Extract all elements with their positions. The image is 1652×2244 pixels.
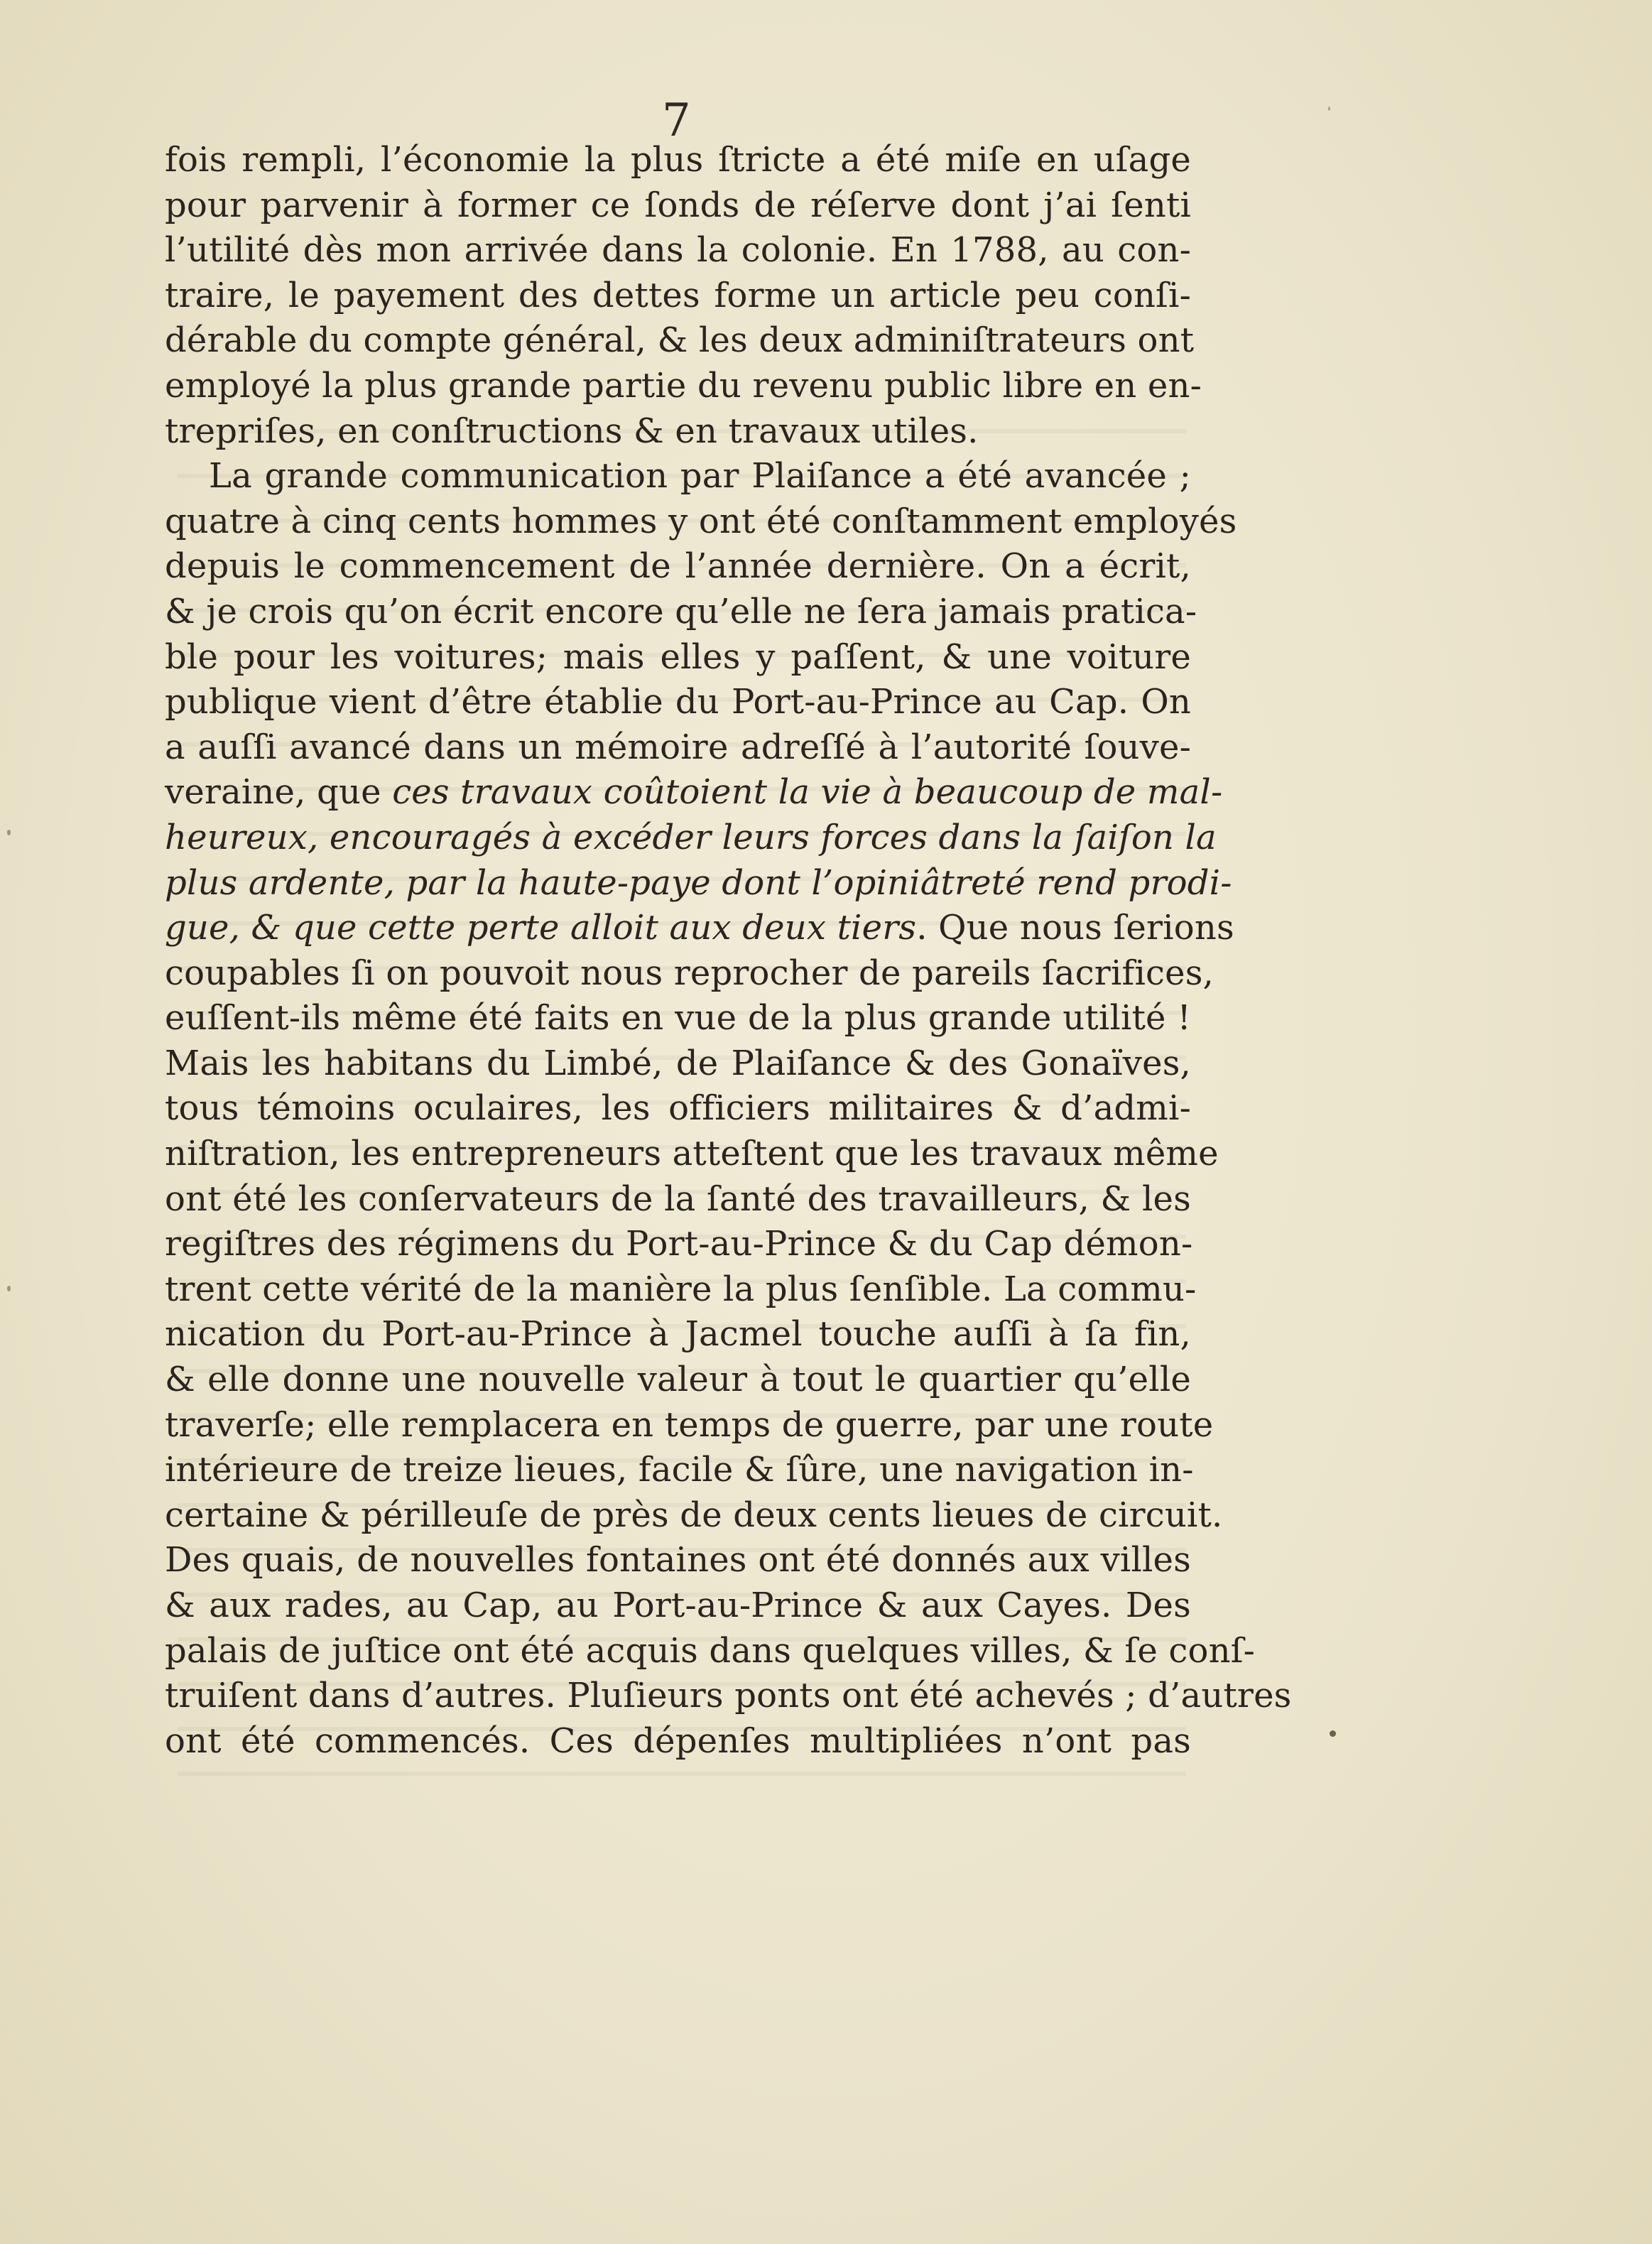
text-line: Mais les habitans du Limbé, de Plaiſance & des Gonaïves, xyxy=(165,1043,1191,1083)
text-line: publique vient d’être établie du Port-au-Prince au Cap. On xyxy=(165,682,1191,722)
text-line: coupables ſi on pouvoit nous reprocher de pareils ſacrifices, xyxy=(165,953,1214,993)
text-line: nication du Port-au-Prince à Jacmel touche auſſi à ſa fin, xyxy=(165,1314,1191,1355)
text-line: depuis le commencement de l’année dernière. On a écrit, xyxy=(165,546,1191,587)
text-line: truiſent dans d’autres. Pluſieurs ponts ont été achevés ; d’autres xyxy=(165,1676,1292,1716)
paragraph-start-line: La grande communication par Plaiſance a été avancée ; xyxy=(209,456,1191,497)
text-line: & je crois qu’on écrit encore qu’elle ne ſera jamais pratica- xyxy=(165,591,1197,632)
text-line: ont été les conſervateurs de la ſanté des travailleurs, & les xyxy=(165,1178,1191,1219)
text-line: regiſtres des régimens du Port-au-Prince & du Cap démon- xyxy=(165,1224,1193,1264)
body-text xyxy=(165,138,1292,1764)
text-line: certaine & périlleuſe de près de deux cents lieues de circuit. xyxy=(165,1495,1223,1535)
text-line: a auſſi avancé dans un mémoire adreſſé à l’autorité ſouve- xyxy=(165,727,1191,767)
text-line: ont été commencés. Ces dépenſes multipliées n’ont pas xyxy=(165,1720,1191,1761)
text-line: & elle donne une nouvelle valeur à tout le quartier qu’elle xyxy=(165,1360,1191,1400)
text-line: palais de juſtice ont été acquis dans quelques villes, & ſe conſ- xyxy=(165,1630,1256,1671)
text-line: trent cette vérité de la manière la plus ſenſible. La commu- xyxy=(165,1269,1197,1309)
text-line: traverſe; elle remplacera en temps de guerre, par une route xyxy=(165,1404,1214,1445)
text-line: & aux rades, au Cap, au Port-au-Prince & aux Cayes. Des xyxy=(165,1586,1191,1625)
text-line: employé la plus grande partie du revenu public libre en en- xyxy=(165,365,1202,406)
italic-quote: gue, & que cette perte alloit aux deux tiers xyxy=(165,908,917,948)
text-line: Des quais, de nouvelles fontaines ont été donnés aux villes xyxy=(165,1540,1191,1581)
italic-quote: plus ardente, par la haute-paye dont l’opiniâtreté rend prodi- xyxy=(165,862,1232,903)
text-line: gue, & que cette perte alloit aux deux tiers. Que nous ſerions xyxy=(165,908,1234,948)
paragraph-end-line: trepriſes, en conſtructions & en travaux utiles. xyxy=(165,411,979,451)
text-line: tous témoins oculaires, les officiers militaires & d’admi- xyxy=(165,1088,1191,1129)
text-line: intérieure de treize lieues, facile & ſûre, une navigation in- xyxy=(165,1450,1194,1490)
ink-speck xyxy=(1328,107,1330,111)
ink-speck xyxy=(7,1286,11,1291)
text-line xyxy=(165,815,1217,861)
italic-quote: heureux, encouragés à excéder leurs forces dans la ſaiſon la xyxy=(165,817,1217,857)
text-line: traire, le payement des dettes forme un article peu conſi- xyxy=(165,275,1191,315)
page-number: 7 xyxy=(662,94,691,147)
text-line: veraine, que ces travaux coûtoient la vie à beaucoup de mal- xyxy=(165,772,1223,813)
text-line: l’utilité dès mon arrivée dans la colonie. En 1788, au con- xyxy=(165,230,1191,271)
ink-speck xyxy=(1330,1730,1336,1737)
text-line: dérable du compte général, & les deux adminiſtrateurs ont xyxy=(165,320,1195,361)
ink-speck xyxy=(7,830,11,835)
text-line: fois rempli, l’économie la plus ſtricte a été miſe en uſage xyxy=(165,140,1191,180)
text-line: quatre à cinq cents hommes y ont été conſtamment employés xyxy=(165,501,1237,541)
text-line: ble pour les voitures; mais elles y paſſent, & une voiture xyxy=(165,636,1191,677)
italic-quote: ces travaux coûtoient la vie à beaucoup de mal- xyxy=(392,772,1223,813)
text-line: euſſent-ils même été faits en vue de la plus grande utilité ! xyxy=(165,998,1191,1039)
text-line: niſtration, les entrepreneurs atteſtent que les travaux même xyxy=(165,1134,1219,1174)
text-line: pour parvenir à former ce ſonds de réſerve dont j’ai ſenti xyxy=(165,185,1191,225)
text-line xyxy=(165,861,1232,906)
